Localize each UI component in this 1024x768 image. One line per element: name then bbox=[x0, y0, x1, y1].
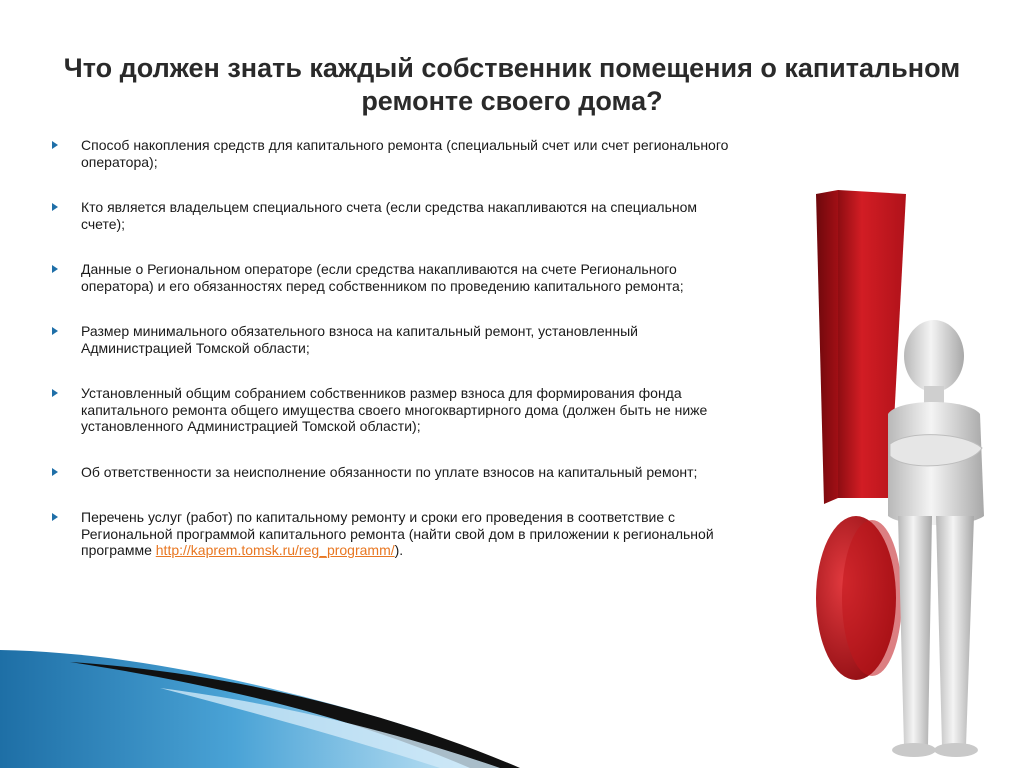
bullet-item bbox=[52, 137, 742, 170]
bullet-item bbox=[52, 199, 742, 232]
person-figure bbox=[888, 320, 984, 757]
bullet-text: Способ накопления средств для капитального ремонта (специальный счет или счет регионального оператора); bbox=[81, 137, 729, 170]
bullet-arrow-icon bbox=[52, 327, 58, 335]
bullet-list bbox=[52, 137, 742, 559]
bullet-text: Данные о Региональном операторе (если средства накапливаются на счете Регионального оператора) и его обязанностях перед собственником по проведению капитального ремонта; bbox=[81, 261, 684, 294]
exclamation-with-person-icon bbox=[738, 186, 1024, 768]
bullet-arrow-icon bbox=[52, 389, 58, 397]
bullet-text: Кто является владельцем специального счета (если средства накапливаются на специальном счете); bbox=[81, 199, 698, 232]
bullet-item bbox=[52, 323, 742, 356]
bullet-text: Перечень услуг (работ) по капитальному ремонту и сроки его проведения в соответствие с Региональной программой капитального ремонта (найти свой дом в приложении к региональной программе bbox=[81, 509, 714, 558]
bullet-text: Размер минимального обязательного взноса на капитальный ремонт, установленный Администрацией Томской области; bbox=[81, 323, 638, 356]
bullet-item bbox=[52, 261, 742, 294]
bullet-arrow-icon bbox=[52, 141, 58, 149]
bullet-arrow-icon bbox=[52, 468, 58, 476]
bullet-item bbox=[52, 385, 742, 435]
region-program-link[interactable]: http://kaprem.tomsk.ru/reg_programm/ bbox=[155, 542, 395, 558]
bullet-item bbox=[52, 509, 742, 559]
bullet-arrow-icon bbox=[52, 513, 58, 521]
bullet-text-end: ). bbox=[394, 542, 404, 558]
bullet-arrow-icon bbox=[52, 203, 58, 211]
bullet-item bbox=[52, 464, 742, 481]
slide-title: Что должен знать каждый собственник помещения о капитальном ремонте своего дома? bbox=[63, 53, 961, 116]
bullet-arrow-icon bbox=[52, 265, 58, 273]
bullet-text: Об ответственности за неисполнение обязанности по уплате взносов на капитальный ремонт; bbox=[81, 463, 698, 480]
exclamation-bar-side bbox=[816, 190, 838, 504]
bullet-text: Установленный общим собранием собственников размер взноса для формирования фонда капитального ремонта общего имущества своего многоквартирного дома (должен быть не ниже установленного Администрацией Томской области); bbox=[81, 385, 708, 434]
